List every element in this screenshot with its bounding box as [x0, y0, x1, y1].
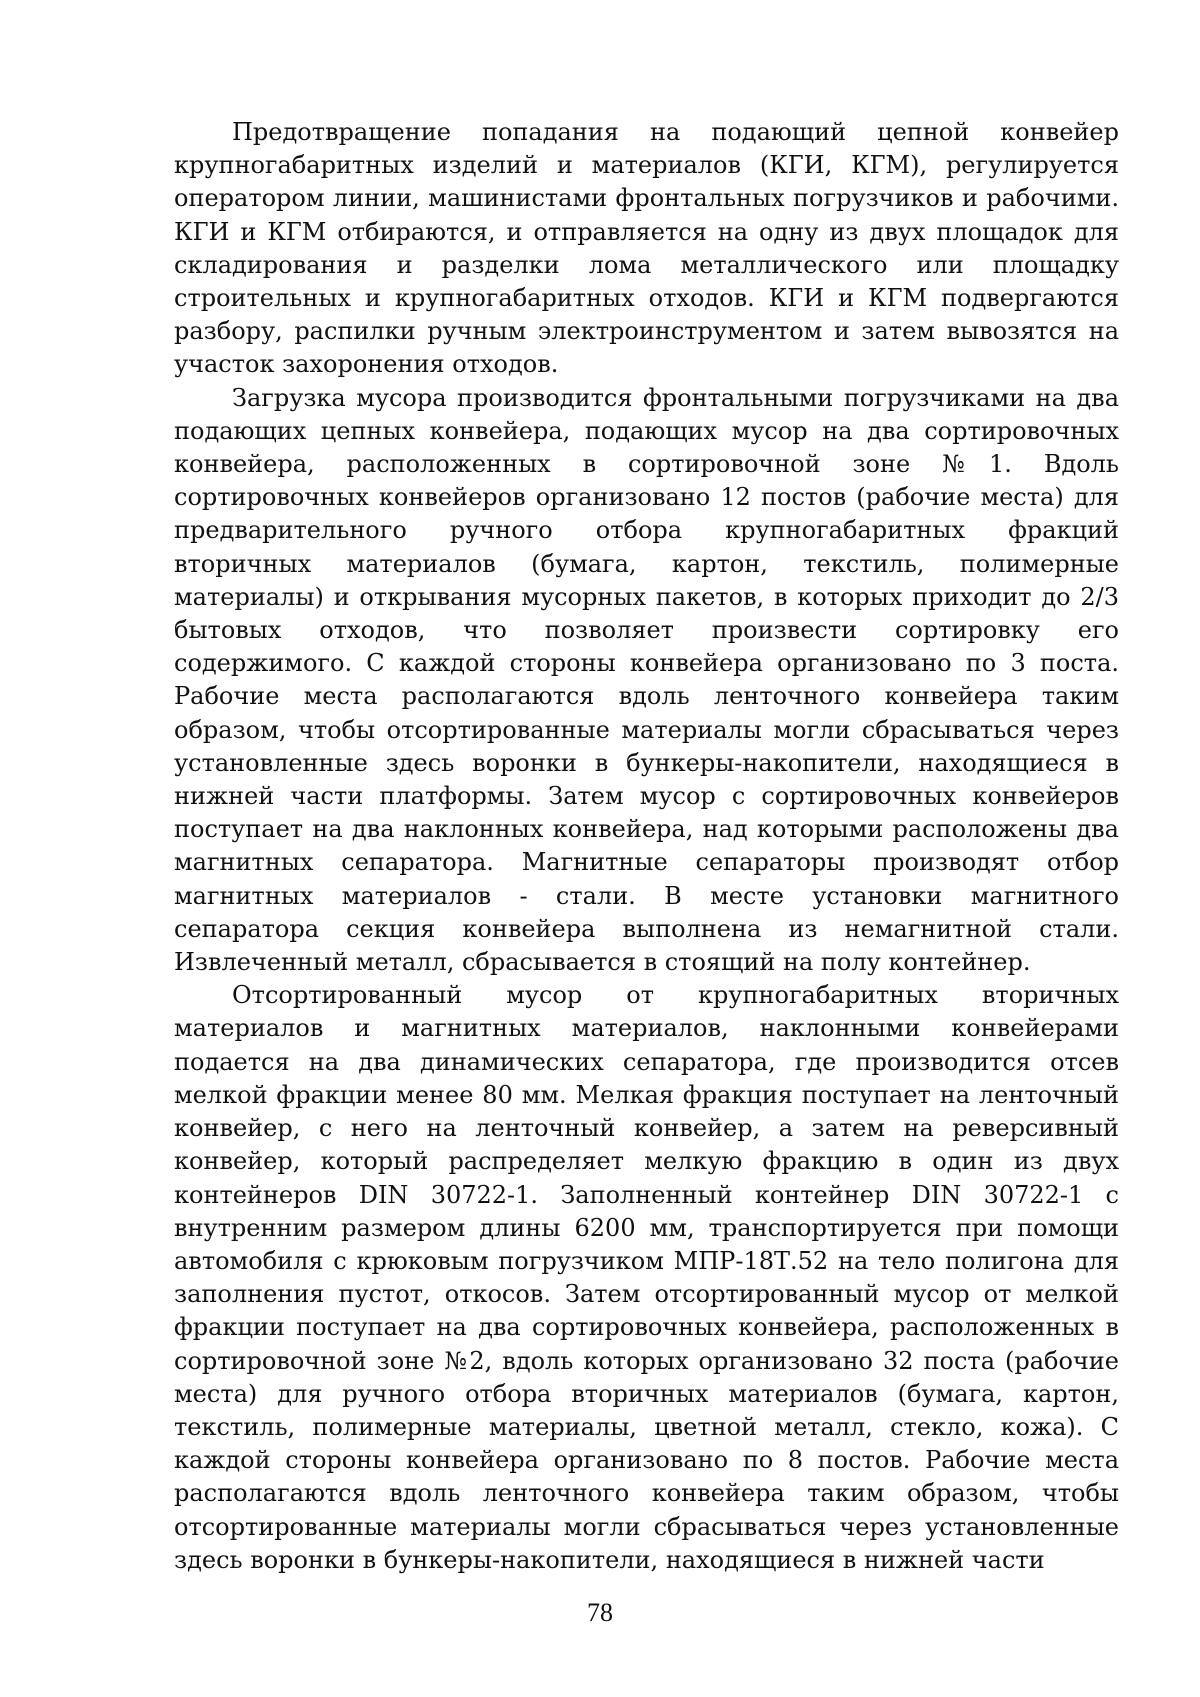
paragraph-oversized-waste: Предотвращение попадания на подающий цепной конвейер крупногабаритных изделий и материалов (КГИ, КГМ), регулируется оператором линии, машинистами фронтальных погрузчиков и рабочими. КГИ и КГМ отбираются, и отправляется на одну из двух площадок для складирования и разделки лома металлического или площадку строительных и крупногабаритных отходов. КГИ и КГМ подвергаются разбору, распилки ручным электроинструментом и затем вывозятся на участок захоронения отходов.	[174, 118, 1119, 379]
document-body	[174, 116, 1119, 1577]
paragraph-loading-sorting-zone-1: Загрузка мусора производится фронтальными погрузчиками на два подающих цепных конвейера, подающих мусор на два сортировочных конвейера, расположенных в сортировочной зоне №1. Вдоль сортировочных конвейеров организовано 12 постов (рабочие места) для предварительного ручного отбора крупногабаритных фракций вторичных материалов (бумага, картон, текстиль, полимерные материалы) и открывания мусорных пакетов, в которых приходит до 2/3 бытовых отходов, что позволяет произвести сортировку его содержимого. С каждой стороны конвейера организовано по 3 поста. Рабочие места располагаются вдоль ленточного конвейера таким образом, чтобы отсортированные материалы могли сбрасываться через установленные здесь воронки в бункеры-накопители, находящиеся в нижней части платформы. Затем мусор с сортировочных конвейеров поступает на два наклонных конвейера, над которыми расположены два магнитных сепаратора. Магнитные сепараторы производят отбор магнитных материалов - стали. В месте установки магнитного сепаратора секция конвейера выполнена из немагнитной стали. Извлеченный металл, сбрасывается в стоящий на полу контейнер.	[174, 383, 1119, 977]
paragraph-sorting-zone-2: Отсортированный мусор от крупногабаритных вторичных материалов и магнитных материалов, наклонными конвейерами подается на два динамических сепаратора, где производится отсев мелкой фракции менее 80 мм. Мелкая фракция поступает на ленточный конвейер, с него на ленточный конвейер, а затем на реверсивный конвейер, который распределяет мелкую фракцию в один из двух контейнеров DIN 30722-1. Заполненный контейнер DIN 30722-1 с внутренним размером длины 6200 мм, транспортируется при помощи автомобиля с крюковым погрузчиком МПР-18Т.52 на тело полигона для заполнения пустот, откосов. Затем отсортированный мусор от мелкой фракции поступает на два сортировочных конвейера, расположенных в сортировочной зоне №2, вдоль которых организовано 32 поста (рабочие места) для ручного отбора вторичных материалов (бумага, картон, текстиль, полимерные материалы, цветной металл, стекло, кожа). С каждой стороны конвейера организовано по 8 постов. Рабочие места располагаются вдоль ленточного конвейера таким образом, чтобы отсортированные материалы могли сбрасываться через установленные здесь воронки в бункеры-накопители, находящиеся в нижней части	[174, 981, 1119, 1574]
page-number: 78	[587, 1598, 613, 1627]
